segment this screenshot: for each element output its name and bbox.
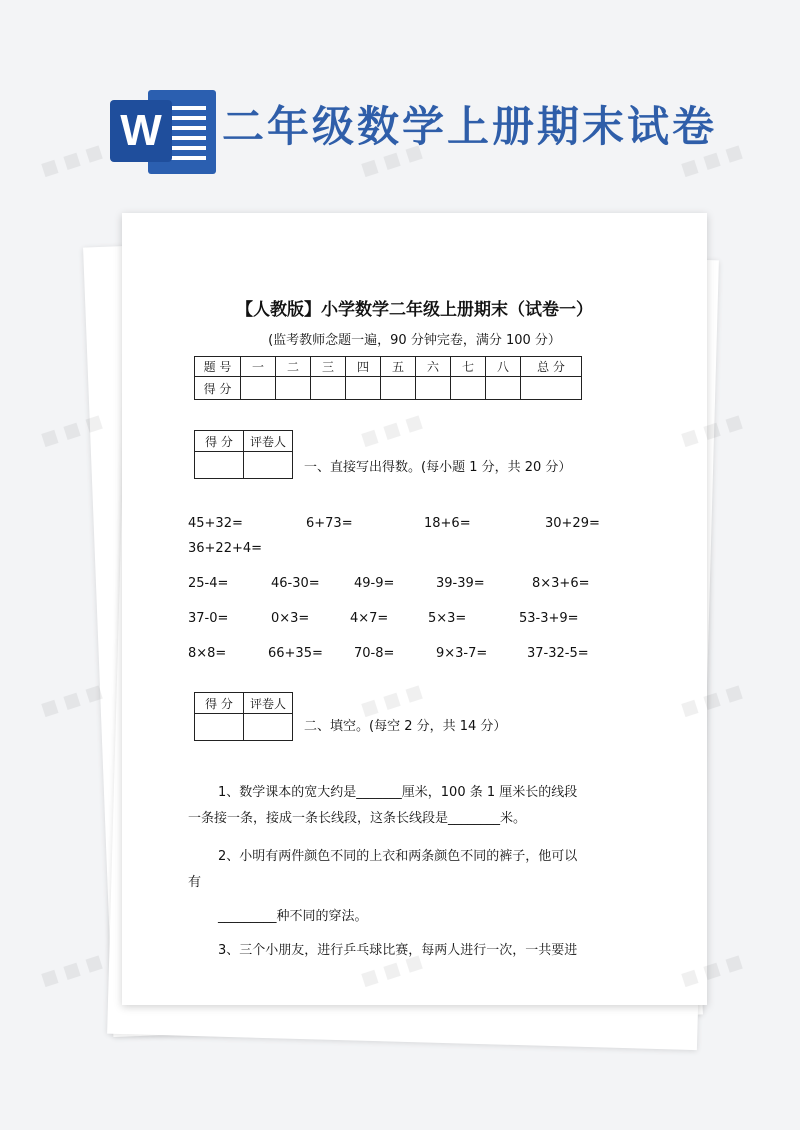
- watermark: ■ ■ ■: [38, 680, 106, 721]
- score-table-header-cell: 四: [346, 357, 381, 377]
- question-1-line-1: 1、数学课本的宽大约是_______厘米，100 条 1 厘米长的线段: [218, 785, 578, 800]
- grader-name-cell: [244, 452, 293, 479]
- score-cell: [381, 377, 416, 400]
- exam-paper: [122, 213, 707, 1005]
- watermark: ■ ■ ■: [38, 410, 106, 451]
- grader-box-section2: [194, 692, 293, 741]
- grader-score-label: 得 分: [195, 693, 244, 714]
- score-table-header-cell: 六: [416, 357, 451, 377]
- score-table-header-cell: 五: [381, 357, 416, 377]
- score-cell: [346, 377, 381, 400]
- watermark: ■ ■ ■: [38, 140, 106, 181]
- problem: 4×7=: [350, 611, 389, 626]
- problem: 30+29=: [545, 516, 600, 531]
- score-table-row-label: 得 分: [195, 377, 241, 400]
- problem: 0×3=: [271, 611, 310, 626]
- document-subtitle: (监考教师念题一遍，90 分钟完卷，满分 100 分）: [268, 333, 561, 348]
- score-table-score-row: [195, 377, 582, 400]
- score-table-header-row: [195, 357, 582, 377]
- watermark: ■ ■ ■: [358, 140, 426, 181]
- problem: 25-4=: [188, 576, 229, 591]
- score-table-header-cell: 七: [451, 357, 486, 377]
- grader-name-label: 评卷人: [244, 431, 293, 452]
- section2-title: 二、填空。(每空 2 分，共 14 分）: [304, 719, 507, 734]
- grader-name-label: 评卷人: [244, 693, 293, 714]
- score-table-header-cell: 总 分: [521, 357, 582, 377]
- watermark: ■ ■ ■: [38, 950, 106, 991]
- section1-title: 一、直接写出得数。(每小题 1 分，共 20 分）: [304, 460, 572, 475]
- score-table-header-cell: 二: [276, 357, 311, 377]
- score-cell: [241, 377, 276, 400]
- watermark: ■ ■ ■: [678, 950, 746, 991]
- question-2-line-1: 2、小明有两件颜色不同的上衣和两条颜色不同的裤子，他可以: [218, 849, 578, 864]
- word-icon: [110, 84, 220, 180]
- watermark: ■ ■ ■: [678, 680, 746, 721]
- score-cell: [416, 377, 451, 400]
- problem: 5×3=: [428, 611, 467, 626]
- problem: 36+22+4=: [188, 541, 263, 556]
- score-cell: [451, 377, 486, 400]
- word-icon-letter: W: [110, 100, 172, 162]
- problem: 49-9=: [354, 576, 395, 591]
- problem: 37-0=: [188, 611, 229, 626]
- score-table-header-cell: 一: [241, 357, 276, 377]
- grader-score-label: 得 分: [195, 431, 244, 452]
- problem: 39-39=: [436, 576, 485, 591]
- problem: 8×8=: [188, 646, 227, 661]
- problem: 46-30=: [271, 576, 320, 591]
- question-1-line-2: 一条接一条，接成一条长线段，这条长线段是________米。: [188, 811, 527, 826]
- score-cell: [276, 377, 311, 400]
- banner: [0, 0, 800, 200]
- problem: 9×3-7=: [436, 646, 488, 661]
- problem: 6+73=: [306, 516, 353, 531]
- problem: 37-32-5=: [527, 646, 589, 661]
- problem: 45+32=: [188, 516, 243, 531]
- watermark: ■ ■ ■: [678, 140, 746, 181]
- problem: 8×3+6=: [532, 576, 590, 591]
- problem: 53-3+9=: [519, 611, 579, 626]
- score-table-header-cell: 题 号: [195, 357, 241, 377]
- score-table-header-cell: 三: [311, 357, 346, 377]
- score-cell: [486, 377, 521, 400]
- score-cell: [521, 377, 582, 400]
- question-2-line-2: 有: [188, 875, 202, 890]
- score-table: [194, 356, 582, 400]
- watermark: ■: [722, 410, 746, 436]
- question-2-line-3: _________种不同的穿法。: [218, 909, 368, 924]
- grader-name-cell: [244, 714, 293, 741]
- banner-title: 二年级数学上册期末试卷: [222, 102, 718, 151]
- document-title: 【人教版】小学数学二年级上册期末（试卷一）: [236, 300, 593, 320]
- grader-score-cell: [195, 714, 244, 741]
- problem: 66+35=: [268, 646, 323, 661]
- grader-score-cell: [195, 452, 244, 479]
- question-3-line-1: 3、三个小朋友，进行乒乓球比赛，每两人进行一次，一共要进: [218, 943, 578, 958]
- problem: 70-8=: [354, 646, 395, 661]
- score-table-header-cell: 八: [486, 357, 521, 377]
- score-cell: [311, 377, 346, 400]
- problem: 18+6=: [424, 516, 471, 531]
- grader-box-section1: [194, 430, 293, 479]
